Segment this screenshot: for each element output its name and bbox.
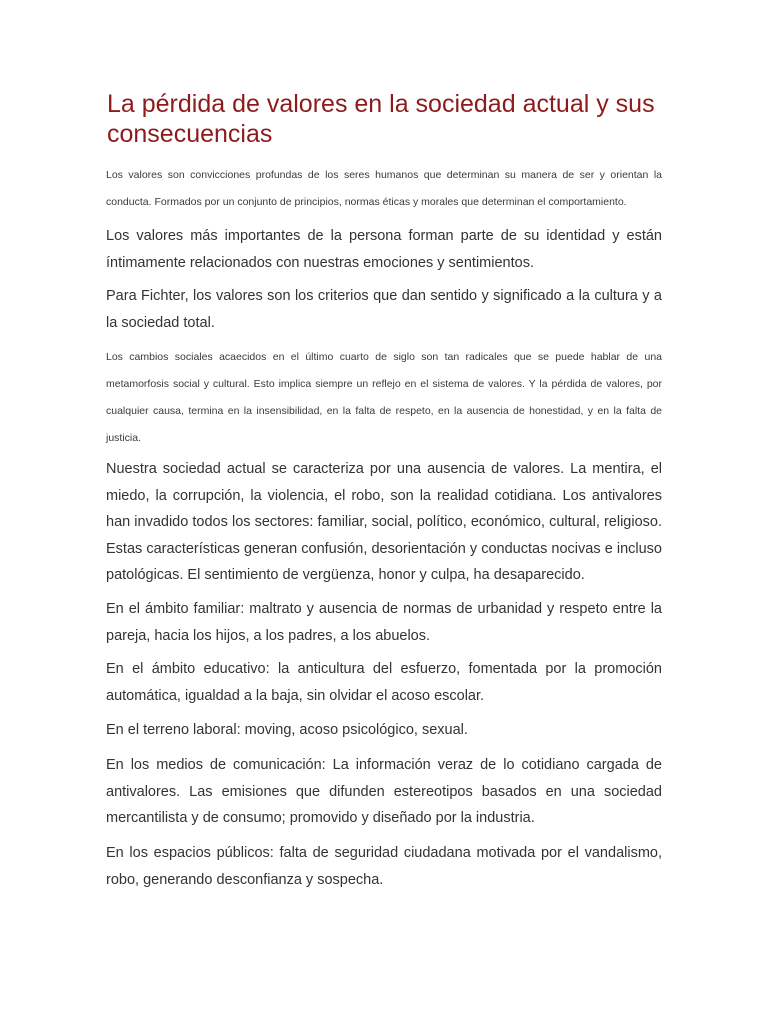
paragraph-definition: Los valores son convicciones profundas de los seres humanos que determinan su manera de ser y orientan la conducta. Formados por un conjunto de principios, normas éticas y morales que determinan el comportamiento.: [106, 169, 662, 208]
paragraph-social-changes: Los cambios sociales acaecidos en el último cuarto de siglo son tan radicales que se puede hablar de una metamorfosis social y cultural. Esto implica siempre un reflejo en el sistema de valores. Y la pérdida de valores, por cualquier causa, termina en la insensibilidad, en la falta de respeto, en la ausencia de honestidad, y en la falta de justicia.: [106, 351, 662, 444]
paragraph-family: En el ámbito familiar: maltrato y ausencia de normas de urbanidad y respeto entre la pareja, hacia los hijos, a los padres, a los abuelos.: [106, 601, 662, 644]
paragraph-public-spaces: En los espacios públicos: falta de seguridad ciudadana motivada por el vandalismo, robo, generando desconfianza y sospecha.: [106, 845, 662, 888]
page-title: La pérdida de valores en la sociedad actual y sus consecuencias: [107, 90, 655, 148]
paragraph-education: En el ámbito educativo: la anticultura del esfuerzo, fomentada por la promoción automática, igualdad a la baja, sin olvidar el acoso escolar.: [106, 661, 662, 704]
paragraph-work: En el terreno laboral: moving, acoso psicológico, sexual.: [106, 722, 468, 738]
paragraph-current-society: Nuestra sociedad actual se caracteriza por una ausencia de valores. La mentira, el miedo, la corrupción, la violencia, el robo, son la realidad cotidiana. Los antivalores han invadido todos los sectores: familiar, social, político, económico, cultural, religioso. Estas características generan confusión, desorientación y conductas nocivas e incluso patológicas. El sentimiento de vergüenza, honor y culpa, ha desaparecido.: [106, 461, 662, 583]
paragraph-identity: Los valores más importantes de la persona forman parte de su identidad y están íntimamente relacionados con nuestras emociones y sentimientos.: [106, 228, 662, 271]
paragraph-media: En los medios de comunicación: La información veraz de lo cotidiano cargada de antivalores. Las emisiones que difunden estereotipos basados en una sociedad mercantilista y de consumo; promovido y diseñado por la industria.: [106, 757, 662, 826]
paragraph-fichter: Para Fichter, los valores son los criterios que dan sentido y significado a la cultura y a la sociedad total.: [106, 288, 662, 331]
